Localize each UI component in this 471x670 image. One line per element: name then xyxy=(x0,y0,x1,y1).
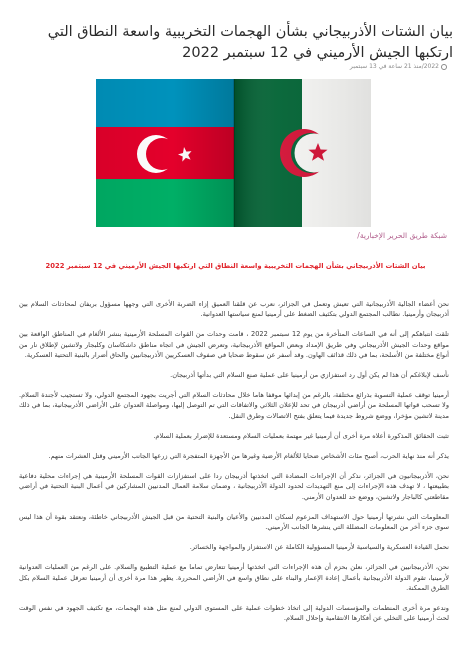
paragraph: نحن أعضاء الجالية الأذربيجانية التي تعيش وتعمل في الجزائر، نعرب عن قلقنا العميق إزاء الضربة الأخرى التي وجهها مسؤول بريفان لمحادثات السلام بين أذربيجان وأرمينيا. نطالب المجتمع الدولي بتكثيف الضغط على أرمينيا لمنع سياستها العدوانية. xyxy=(19,300,449,319)
paragraph: وندعو مرة أخرى المنظمات والمؤسسات الدولية إلى اتخاذ خطوات عملية على المستوى الدولي لمنع مثل هذه الهجمات، مع تكثيف الجهود في نفس الوقت لحث أرمينيا على التخلي عن أفكارها الانتقامية وإحلال السلام. xyxy=(19,604,449,623)
paragraph: نحن، الأذربيجانيون في الجزائر، نذكر أن الإجراءات المضادة التي اتخذتها أذربيجان ردا على استفزازات القوات المسلحة الأرمينية هي إجراءات محلية دفاعية بطبيعتها ، لا تهدف هذه الإجراءات إلى منع التهديدات لحدود الدولة الأذربيجانية ، وضمان سلامة العمال المدنيين المشاركين في أعمال البنية التحتية في أراضي مقاطعتي كالباجار ولاتشين، ووضع حد للعدوان الأرمني. xyxy=(19,472,449,501)
paragraph: نأسف لإبلاغكم أن هذا لم يكن أول رد استفزازي من أرمينيا على عملية صنع السلام التي بدأتها أذربيجان. xyxy=(170,371,449,380)
paragraph: نحمل القيادة العسكرية والسياسية لأرمينيا المسؤولية الكاملة عن الاستفزاز والمواجهة والخسائر. xyxy=(189,543,449,552)
paragraph: تلقت انتباهكم إلى أنه في الساعات المتأخرة من يوم 12 سبتمبر 2022 ، قامت وحدات من القوات المسلحة الأرمينية بنشر الألغام في المناطق الواقعة بين مواقع وحدات الجيش الأذربيجاني وفي طريق الإمداد وبعض المواقع الأذربيجانية، وتعرض الجيش في اتجاه مناطق داشكاسان وكلبجار ولاتشين لإطلاق نار من أنواع مختلفة من الأسلحة، بما في ذلك قذائف الهاون. وقد أسفر عن سقوط ضحايا في صفوف العسكريين الأذربيجانيين والحاق أضرار بالبنية التحتية العسكرية. xyxy=(19,330,450,359)
flags-illustration xyxy=(96,79,371,227)
clock-icon xyxy=(441,64,447,70)
paragraph: يذكر أنه منذ نهاية الحرب، أصبح مئات الأشخاص ضحايا للألغام الأرضية وغيرها من الأجهزة المتفجرة التي زرعها الجانب الأرميني وقتل العشرات منهم. xyxy=(48,452,449,461)
paragraph: أرمينيا توقف عملية التسوية بذرائع مختلفة، بالرغم من إبدائها موقفا هاما خلال محادثات السلام التي أجريت بجهود المجتمع الدولي، ولا تستجيب لأجندة السلام. ولا تسحب قواتها المسلحة من أراضي أذربيجان في تحد للإعلان الثلاثي والاتفاقات التي تم التوصل إليها، ومواصلة العدوان على الأراضي الأذربيجانية، بما في ذلك مدينة لاتشين مؤخرا، ووضع شروط جديدة فيما يتعلق بفتح الاتصالات وطرق النقل. xyxy=(19,391,449,420)
flags-image xyxy=(96,79,371,227)
article-headline: بيان الشتات الأذربيجاني بشأن الهجمات التخريبية واسعة النطاق التي ارتكبها الجيش الأرميني في 12 سبتمبر 2022 xyxy=(45,262,426,270)
paragraph: تثبت الحقائق المذكورة أعلاه مرة أخرى أن أرمينيا غير مهتمة بعمليات السلام ومستعدة للإضرار بعملية السلام. xyxy=(153,431,449,440)
image-caption: شبكة طريق الحرير الإخبارية/ xyxy=(357,231,447,240)
article-meta xyxy=(350,63,447,70)
article-body xyxy=(19,299,449,633)
article-title: بيان الشتات الأذربيجاني بشأن الهجمات التخريبية واسعة النطاق التي ارتكبها الجيش الأرميني في 12 سبتمبر 2022 xyxy=(47,24,453,61)
paragraph: المعلومات التي نشرتها أرمينيا حول الاستهداف المزعوم لسكان المدنيين والأعيان والبنية التحتية من قبل الجيش الأذربيجاني خاطئة، ونعتقد بقوة أن هذا ليس سوى جزء آخر من المعلومات المضللة التي ينشرها الجانب الأرميني. xyxy=(19,512,449,532)
article-date: 2022/منذ 21 ساعة في 13 سبتمبر xyxy=(349,63,439,70)
paragraph: نحن، الأذربيجانيين في الجزائر، نعلن بحزم أن هذه الإجراءات التي اتخذتها أرمينيا تتعارض تماما مع عملية التطبيع والسلام. على الرغم من العمليات العدوانية لأرمينيا، تقوم الدولة الأذربيجانية بأعمال إعادة الإعمار والبناء على نطاق واسع في الأراضي المحررة. يظهر هذا مرة أخرى أن أرمينيا تعرقل عملية السلام بكل الطرق الممكنة. xyxy=(19,563,449,592)
